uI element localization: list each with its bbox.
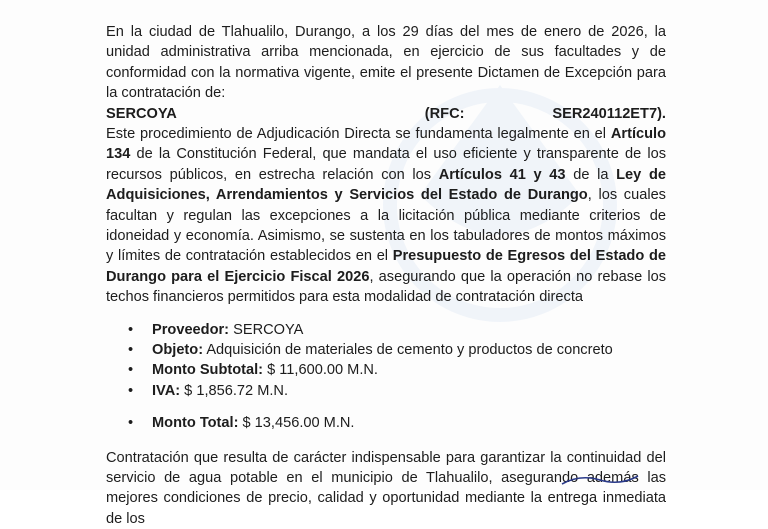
total-label: Monto Total: [152,415,239,432]
objeto-value: Adquisición de materiales de cemento y productos de concreto [203,342,613,359]
contract-details-list [106,320,666,434]
handwritten-mark-icon [560,470,640,490]
rfc-label: (RFC: [424,105,465,122]
legal-text-2: de la Constitución Federal, que mandata el uso eficiente y transparente de los recursos públicos, en estrecha relación con los [106,146,666,183]
intro-paragraph: En la ciudad de Tlahualilo, Durango, a los 29 días del mes de enero de 2026, la unidad administrativa arriba mencionada, en ejercicio de sus facultades y de conformidad con la normativa vigente, emite el presente Dictamen de Excepción para la contratación de: [106,24,666,102]
bullet-icon: • [128,362,134,379]
list-item-objeto [106,340,666,360]
supplier-name: SERCOYA [106,105,177,122]
subtotal-label: Monto Subtotal: [152,362,264,379]
legal-text-3: de la [565,166,617,183]
articles-41-43: Artículos 41 y 43 [438,166,566,183]
bullet-icon: • [128,342,134,359]
proveedor-value: SERCOYA [229,321,304,338]
legal-text-1: Este procedimiento de Adjudicación Directa se fundamenta legalmente en el [106,126,611,143]
total-value: $ 13,456.00 M.N. [238,415,355,432]
list-item-subtotal [106,360,666,380]
list-item-total [106,413,666,433]
bullet-icon: • [128,321,134,338]
bullet-icon: • [128,415,134,432]
list-item-proveedor [106,320,666,340]
article-134: Artículo 134 [106,126,666,163]
objeto-label: Objeto: [152,342,204,359]
legal-text-4: , los cuales facultan y regulan las excepciones a la licitación pública mediante criterios de idoneidad y economía. Asimismo, se sustenta en los tabuladores de montos máximos y límites de contratación establecidos en el [106,187,666,265]
subtotal-value: $ 11,600.00 M.N. [263,362,378,379]
list-item-iva [106,381,666,401]
law-name: Ley de Adquisiciones, Arrendamientos y Servicios del Estado de Durango [106,166,666,204]
iva-label: IVA: [152,382,181,399]
iva-value: $ 1,856.72 M.N. [180,382,289,399]
document-body [106,22,666,529]
legal-paragraph [106,124,666,308]
budget-name: Presupuesto de Egresos del Estado de Durango para el Ejercicio Fiscal 2026 [106,248,666,285]
closing-paragraph: Contratación que resulta de carácter indispensable para garantizar la continuidad del servicio de agua potable en el municipio de Tlahualilo, asegurando además las mejores condiciones de precio, calidad y oportunidad mediante la entrega inmediata de los [106,449,666,527]
bullet-icon: • [128,382,134,399]
supplier-line [106,104,666,124]
proveedor-label: Proveedor: [152,321,230,338]
rfc-value: SER240112ET7). [552,105,666,122]
legal-text-5: , asegurando que la operación no rebase los techos financieros permitidos para esta modalidad de contratación directa [106,268,666,306]
